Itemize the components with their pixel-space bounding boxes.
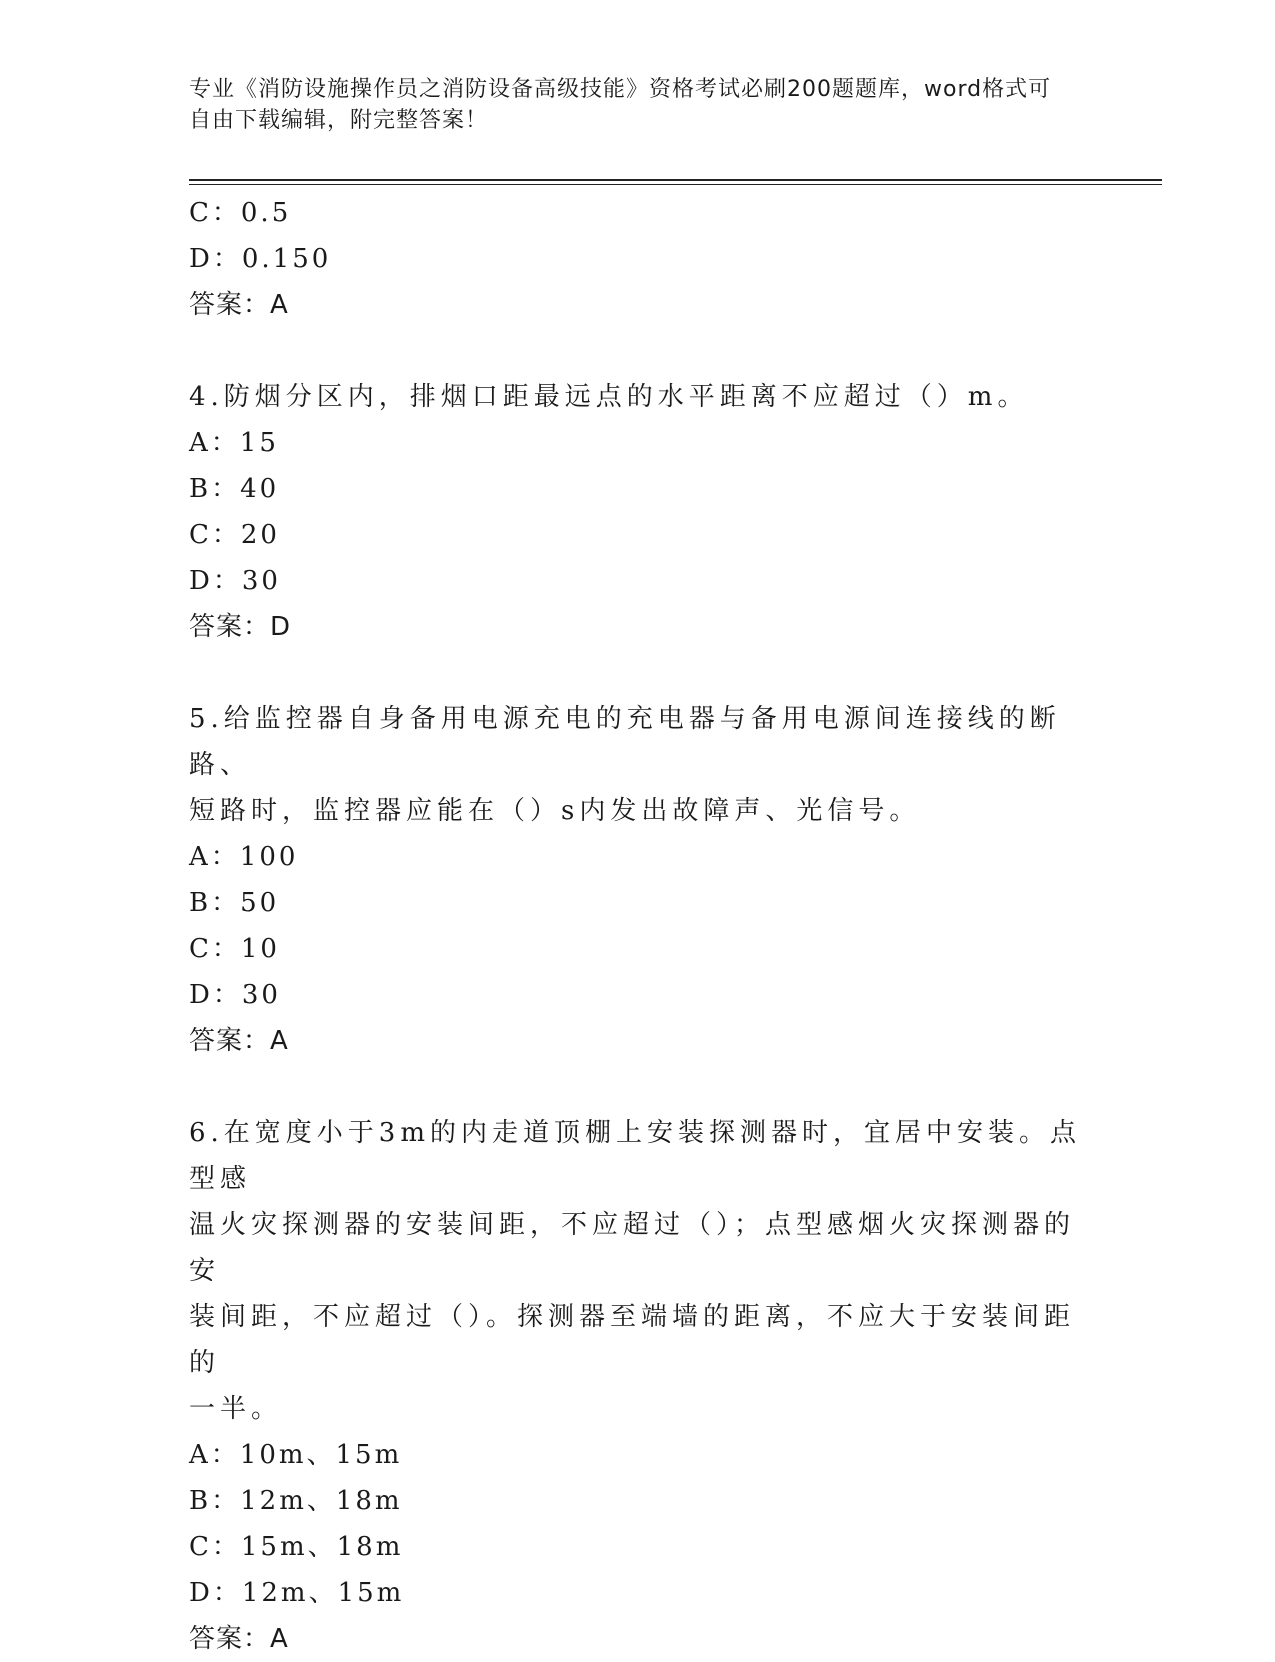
q4-answer: 答案：D	[189, 612, 292, 642]
q6-option-d: D：12m、15m	[189, 1578, 405, 1608]
q5-option-a: A：100	[189, 842, 299, 872]
question-6	[189, 1110, 1089, 1662]
q5-stem-line-1: 5.给监控器自身备用电源充电的充电器与备用电源间连接线的断路、	[189, 704, 1061, 780]
q6-stem-line-2: 温火灾探测器的安装间距，不应超过（）；点型感烟火灾探测器的安	[189, 1210, 1076, 1286]
q4-option-c: C：20	[189, 520, 280, 550]
q6-answer: 答案：A	[189, 1624, 289, 1654]
q6-option-b: B：12m、18m	[189, 1486, 403, 1516]
q5-option-b: B：50	[189, 888, 280, 918]
question-3-tail	[189, 190, 1089, 328]
q5-answer: 答案：A	[189, 1026, 289, 1056]
q5-option-d: D：30	[189, 980, 281, 1010]
q4-option-a: A：15	[189, 428, 279, 458]
q5-stem-line-2: 短路时，监控器应能在（）s内发出故障声、光信号。	[189, 796, 921, 826]
q3-option-d: D：0.150	[189, 244, 332, 274]
question-content	[189, 190, 1089, 1662]
header-divider-top	[189, 179, 1162, 181]
spacer	[189, 650, 1089, 696]
q3-option-c: C：0.5	[189, 198, 292, 228]
q4-option-b: B：40	[189, 474, 280, 504]
q6-option-c: C：15m、18m	[189, 1532, 404, 1562]
q6-option-a: A：10m、15m	[189, 1440, 403, 1470]
question-4	[189, 374, 1089, 650]
q6-stem-line-1: 6.在宽度小于3m的内走道顶棚上安装探测器时，宜居中安装。点型感	[189, 1118, 1082, 1194]
spacer	[189, 328, 1089, 374]
spacer	[189, 1064, 1089, 1110]
q5-option-c: C：10	[189, 934, 280, 964]
document-header-title: 专业《消防设施操作员之消防设备高级技能》资格考试必刷200题题库，word格式可自由下载编辑，附完整答案！	[189, 77, 1052, 133]
q4-option-d: D：30	[189, 566, 281, 596]
header-divider-bottom	[189, 184, 1162, 185]
q4-stem: 4.防烟分区内，排烟口距最远点的水平距离不应超过（）m。	[189, 382, 1029, 412]
question-5	[189, 696, 1089, 1064]
q3-answer: 答案：A	[189, 290, 289, 320]
q6-stem-line-4: 一半。	[189, 1394, 283, 1424]
q6-stem-line-3: 装间距，不应超过（）。探测器至端墙的距离，不应大于安装间距的	[189, 1302, 1076, 1378]
